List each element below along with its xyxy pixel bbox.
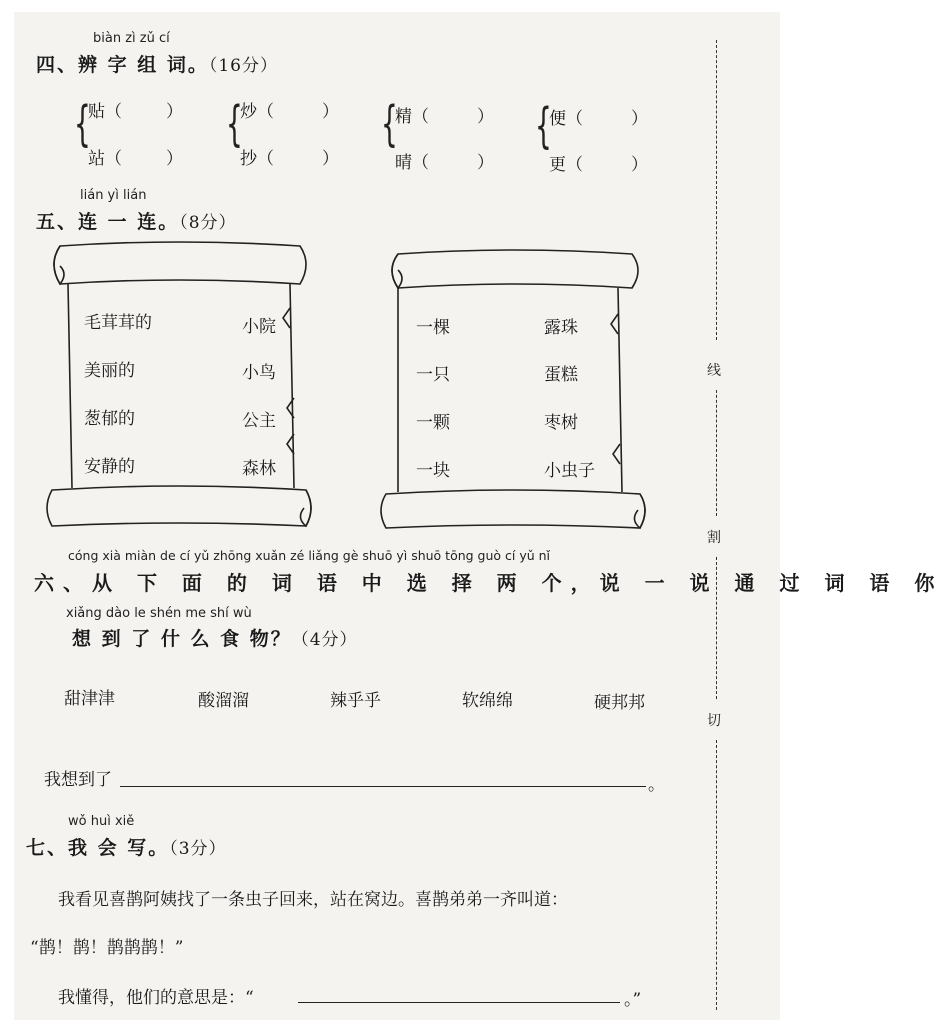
section7-score: （3分） <box>169 839 227 859</box>
group-2-top: 炒（ ） <box>240 102 339 122</box>
margin-char-qie: 切 <box>707 713 721 729</box>
cut-line <box>716 390 717 516</box>
section4-heading <box>36 50 278 77</box>
write-answer-line[interactable] <box>298 1002 620 1003</box>
section4-pinyin: biàn zì zǔ cí <box>93 31 170 46</box>
match-item[interactable]: 枣树 <box>544 413 578 433</box>
word-option[interactable]: 酸溜溜 <box>198 691 249 711</box>
match-item[interactable]: 一只 <box>416 365 450 385</box>
section6-pinyin-1: cóng xià miàn de cí yǔ zhōng xuǎn zé liǎng gè shuō yì shuō tōng guò cí yǔ nǐ <box>68 548 551 563</box>
brace-icon: { <box>535 98 552 154</box>
match-item[interactable]: 蛋糕 <box>544 365 578 385</box>
word-option[interactable]: 辣乎乎 <box>330 691 381 711</box>
group-3-top: 精（ ） <box>395 107 494 127</box>
match-item[interactable]: 毛茸茸的 <box>84 313 152 333</box>
section7-pinyin: wǒ huì xiě <box>68 814 135 829</box>
scroll-right-frame <box>378 244 650 536</box>
word-option[interactable]: 硬邦邦 <box>594 693 645 713</box>
match-item[interactable]: 葱郁的 <box>84 409 135 429</box>
word-option[interactable]: 甜津津 <box>64 689 115 709</box>
cut-line <box>716 740 717 1010</box>
section5-title: 五、连 一 连。 <box>36 211 180 233</box>
section5-pinyin: lián yì lián <box>80 188 147 203</box>
section6-heading-2 <box>72 624 358 651</box>
match-item[interactable]: 露珠 <box>544 318 578 338</box>
group-1-top: 贴（ ） <box>88 102 183 122</box>
match-item[interactable]: 小虫子 <box>544 461 595 481</box>
match-item[interactable]: 一棵 <box>416 318 450 338</box>
match-item[interactable]: 小鸟 <box>242 363 276 383</box>
word-option[interactable]: 软绵绵 <box>462 691 513 711</box>
match-item[interactable]: 美丽的 <box>84 361 135 381</box>
brace-icon: { <box>226 96 243 152</box>
section5-score: （8分） <box>179 213 237 233</box>
match-item[interactable]: 小院 <box>242 317 276 337</box>
section6-line-1: 六、从 下 面 的 词 语 中 选 择 两 个，说 一 说 通 过 词 语 你 <box>34 571 943 595</box>
match-item[interactable]: 公主 <box>242 411 276 431</box>
section6-pinyin-2: xiǎng dào le shén me shí wù <box>66 606 252 621</box>
group-4-top: 便（ ） <box>549 109 648 129</box>
match-item[interactable]: 一块 <box>416 461 450 481</box>
section4-score: （16分） <box>208 56 278 76</box>
answer-end: 。 <box>648 775 665 795</box>
cut-line <box>716 557 717 699</box>
group-2-bottom: 抄（ ） <box>240 149 339 169</box>
cut-line <box>716 40 717 340</box>
margin-char-xian: 线 <box>707 363 721 379</box>
section4-title: 四、辨 字 组 词。 <box>36 54 209 76</box>
section7-paragraph-3: 我懂得，他们的意思是：“ <box>58 988 254 1008</box>
match-item[interactable]: 森林 <box>242 459 276 479</box>
brace-icon: { <box>74 96 91 152</box>
brace-icon: { <box>381 96 398 152</box>
group-4-bottom: 更（ ） <box>549 155 648 175</box>
match-item[interactable]: 安静的 <box>84 457 135 477</box>
scroll-left-frame <box>38 238 318 533</box>
section7-paragraph-3-end: 。” <box>624 990 642 1010</box>
section6-line-2: 想 到 了 什 么 食 物？ <box>72 628 292 650</box>
section6-score: （4分） <box>291 630 358 650</box>
section5-heading <box>36 207 237 234</box>
section7-paragraph-2: “鹊！鹊！鹊鹊鹊！” <box>30 938 184 958</box>
section7-heading <box>26 833 227 860</box>
group-1-bottom: 站（ ） <box>88 149 183 169</box>
section7-title: 七、我 会 写。 <box>26 837 170 859</box>
answer-line[interactable] <box>120 786 646 787</box>
match-item[interactable]: 一颗 <box>416 413 450 433</box>
group-3-bottom: 晴（ ） <box>395 153 494 173</box>
section7-paragraph-1: 我看见喜鹊阿姨找了一条虫子回来，站在窝边。喜鹊弟弟一齐叫道： <box>58 890 568 910</box>
answer-prefix: 我想到了 <box>44 770 112 790</box>
margin-char-ge: 割 <box>707 530 721 546</box>
